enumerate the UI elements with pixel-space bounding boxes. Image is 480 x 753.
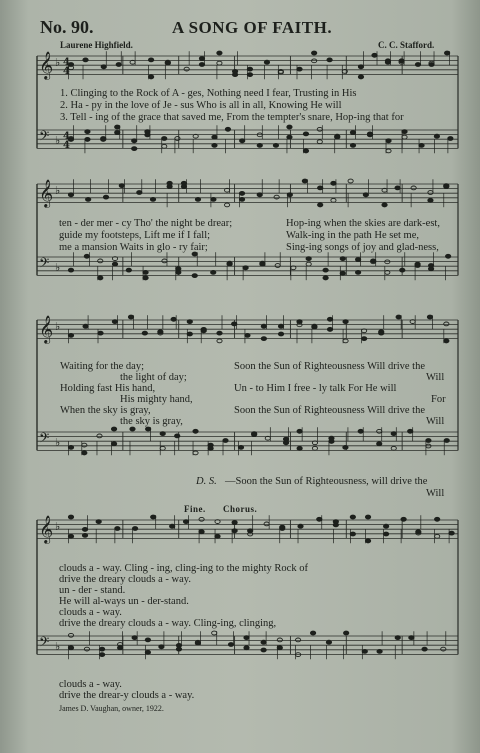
verse1-line3a: Waiting for the day; — [60, 361, 145, 372]
svg-text:♭: ♭ — [55, 184, 61, 197]
svg-text:♭: ♭ — [55, 261, 61, 274]
verse1-line3a-echo: the light of day; — [120, 372, 187, 383]
ds-text: —Soon the Sun of Righteousness, will drive the — [225, 476, 428, 487]
verse3-line2a: me a mansion Waits in glo - ry fair; — [59, 242, 208, 253]
treble-clef: 𝄞 — [39, 51, 54, 79]
verse1-line3b: Soon the Sun of Righteousness Will drive the — [234, 361, 425, 372]
chorus-line3: un - der - stand. — [59, 585, 126, 596]
verse3-line3b-echo: Will — [426, 416, 445, 427]
verse3-line2b: Sing-ing songs of joy and glad-ness, — [286, 242, 439, 253]
verse2-line3a-echo: His mighty hand, — [120, 394, 193, 405]
chorus-line1: clouds a - way. Cling - ing, cling-ing to the mighty Rock of — [59, 563, 308, 574]
verse2-line3b: Un - to Him I free - ly talk For He will — [234, 383, 397, 394]
svg-text:♭: ♭ — [55, 640, 61, 653]
bass-clef: 𝄢 — [39, 634, 50, 653]
bass-clef: 𝄢 — [39, 255, 50, 274]
treble-clef: 𝄞 — [39, 515, 54, 543]
verse2-line3b-echo: For — [431, 394, 446, 405]
treble-clef: 𝄞 — [39, 315, 54, 343]
svg-text:♭: ♭ — [55, 520, 61, 533]
fine-label: Fine. — [184, 504, 206, 514]
chorus-line5: clouds a - way. — [59, 607, 122, 618]
svg-text:♭: ♭ — [55, 436, 61, 449]
composer-credit: C. C. Stafford. — [378, 40, 435, 50]
bass-clef: 𝄢 — [39, 430, 50, 449]
svg-text:4: 4 — [63, 140, 70, 152]
verse1-line1: 1. Clinging to the Rock of A - ges, Nothing need I fear, Trusting in His — [60, 88, 357, 99]
copyright-footer: James D. Vaughan, owner, 1922. — [59, 704, 164, 713]
verse3-line1: 3. Tell - ing of the grace that saved me, From the tempter's snare, Hop-ing that for — [60, 112, 404, 123]
hymn-title: A SONG OF FAITH. — [172, 18, 333, 37]
verse1-line3b-echo: Will — [426, 372, 445, 383]
bass-line1: clouds a - way. — [59, 679, 122, 690]
verse3-line3a: When the sky is gray, — [60, 405, 151, 416]
verse3-line3a-echo: the sky is gray, — [120, 416, 183, 427]
svg-text:♭: ♭ — [55, 56, 61, 69]
svg-text:♭: ♭ — [55, 134, 61, 147]
svg-text:♭: ♭ — [55, 320, 61, 333]
verse2-line2a: guide my footsteps, Lift me if I fall; — [59, 230, 211, 241]
verse3-line3b: Soon the Sun of Righteousness Will drive the — [234, 405, 425, 416]
bass-line2: drive the drear-y clouds a - way. — [59, 690, 195, 701]
ds-label: D. S. — [196, 476, 217, 487]
verse1-line2b: Hop-ing when the skies are dark-est, — [286, 218, 440, 229]
chorus-line4: He will al-ways un - der-stand. — [59, 596, 189, 607]
svg-text:4: 4 — [63, 66, 70, 78]
chorus-line6: drive the dreary clouds a - way. Cling-ing, clinging, — [59, 618, 277, 629]
bass-clef: 𝄢 — [39, 128, 50, 147]
hymn-number: No. 90. — [40, 17, 94, 37]
ds-will: Will — [426, 488, 445, 499]
verse2-line2b: Walk-ing in the path He set me, — [286, 230, 419, 241]
verse2-line1: 2. Ha - py in the love of Je - sus Who is all in all, Knowing He will — [60, 100, 342, 111]
verse1-line2a: ten - der mer - cy Tho' the night be drear; — [59, 218, 233, 229]
treble-clef: 𝄞 — [39, 179, 54, 207]
svg-text:4: 4 — [63, 57, 70, 68]
chorus-line2: drive the dreary clouds a - way. — [59, 574, 191, 585]
verse2-line3a: Holding fast His hand, — [60, 383, 156, 394]
lyricist-credit: Laurene Highfield. — [60, 40, 133, 50]
chorus-label: Chorus. — [223, 504, 258, 514]
svg-text:4: 4 — [63, 131, 70, 142]
